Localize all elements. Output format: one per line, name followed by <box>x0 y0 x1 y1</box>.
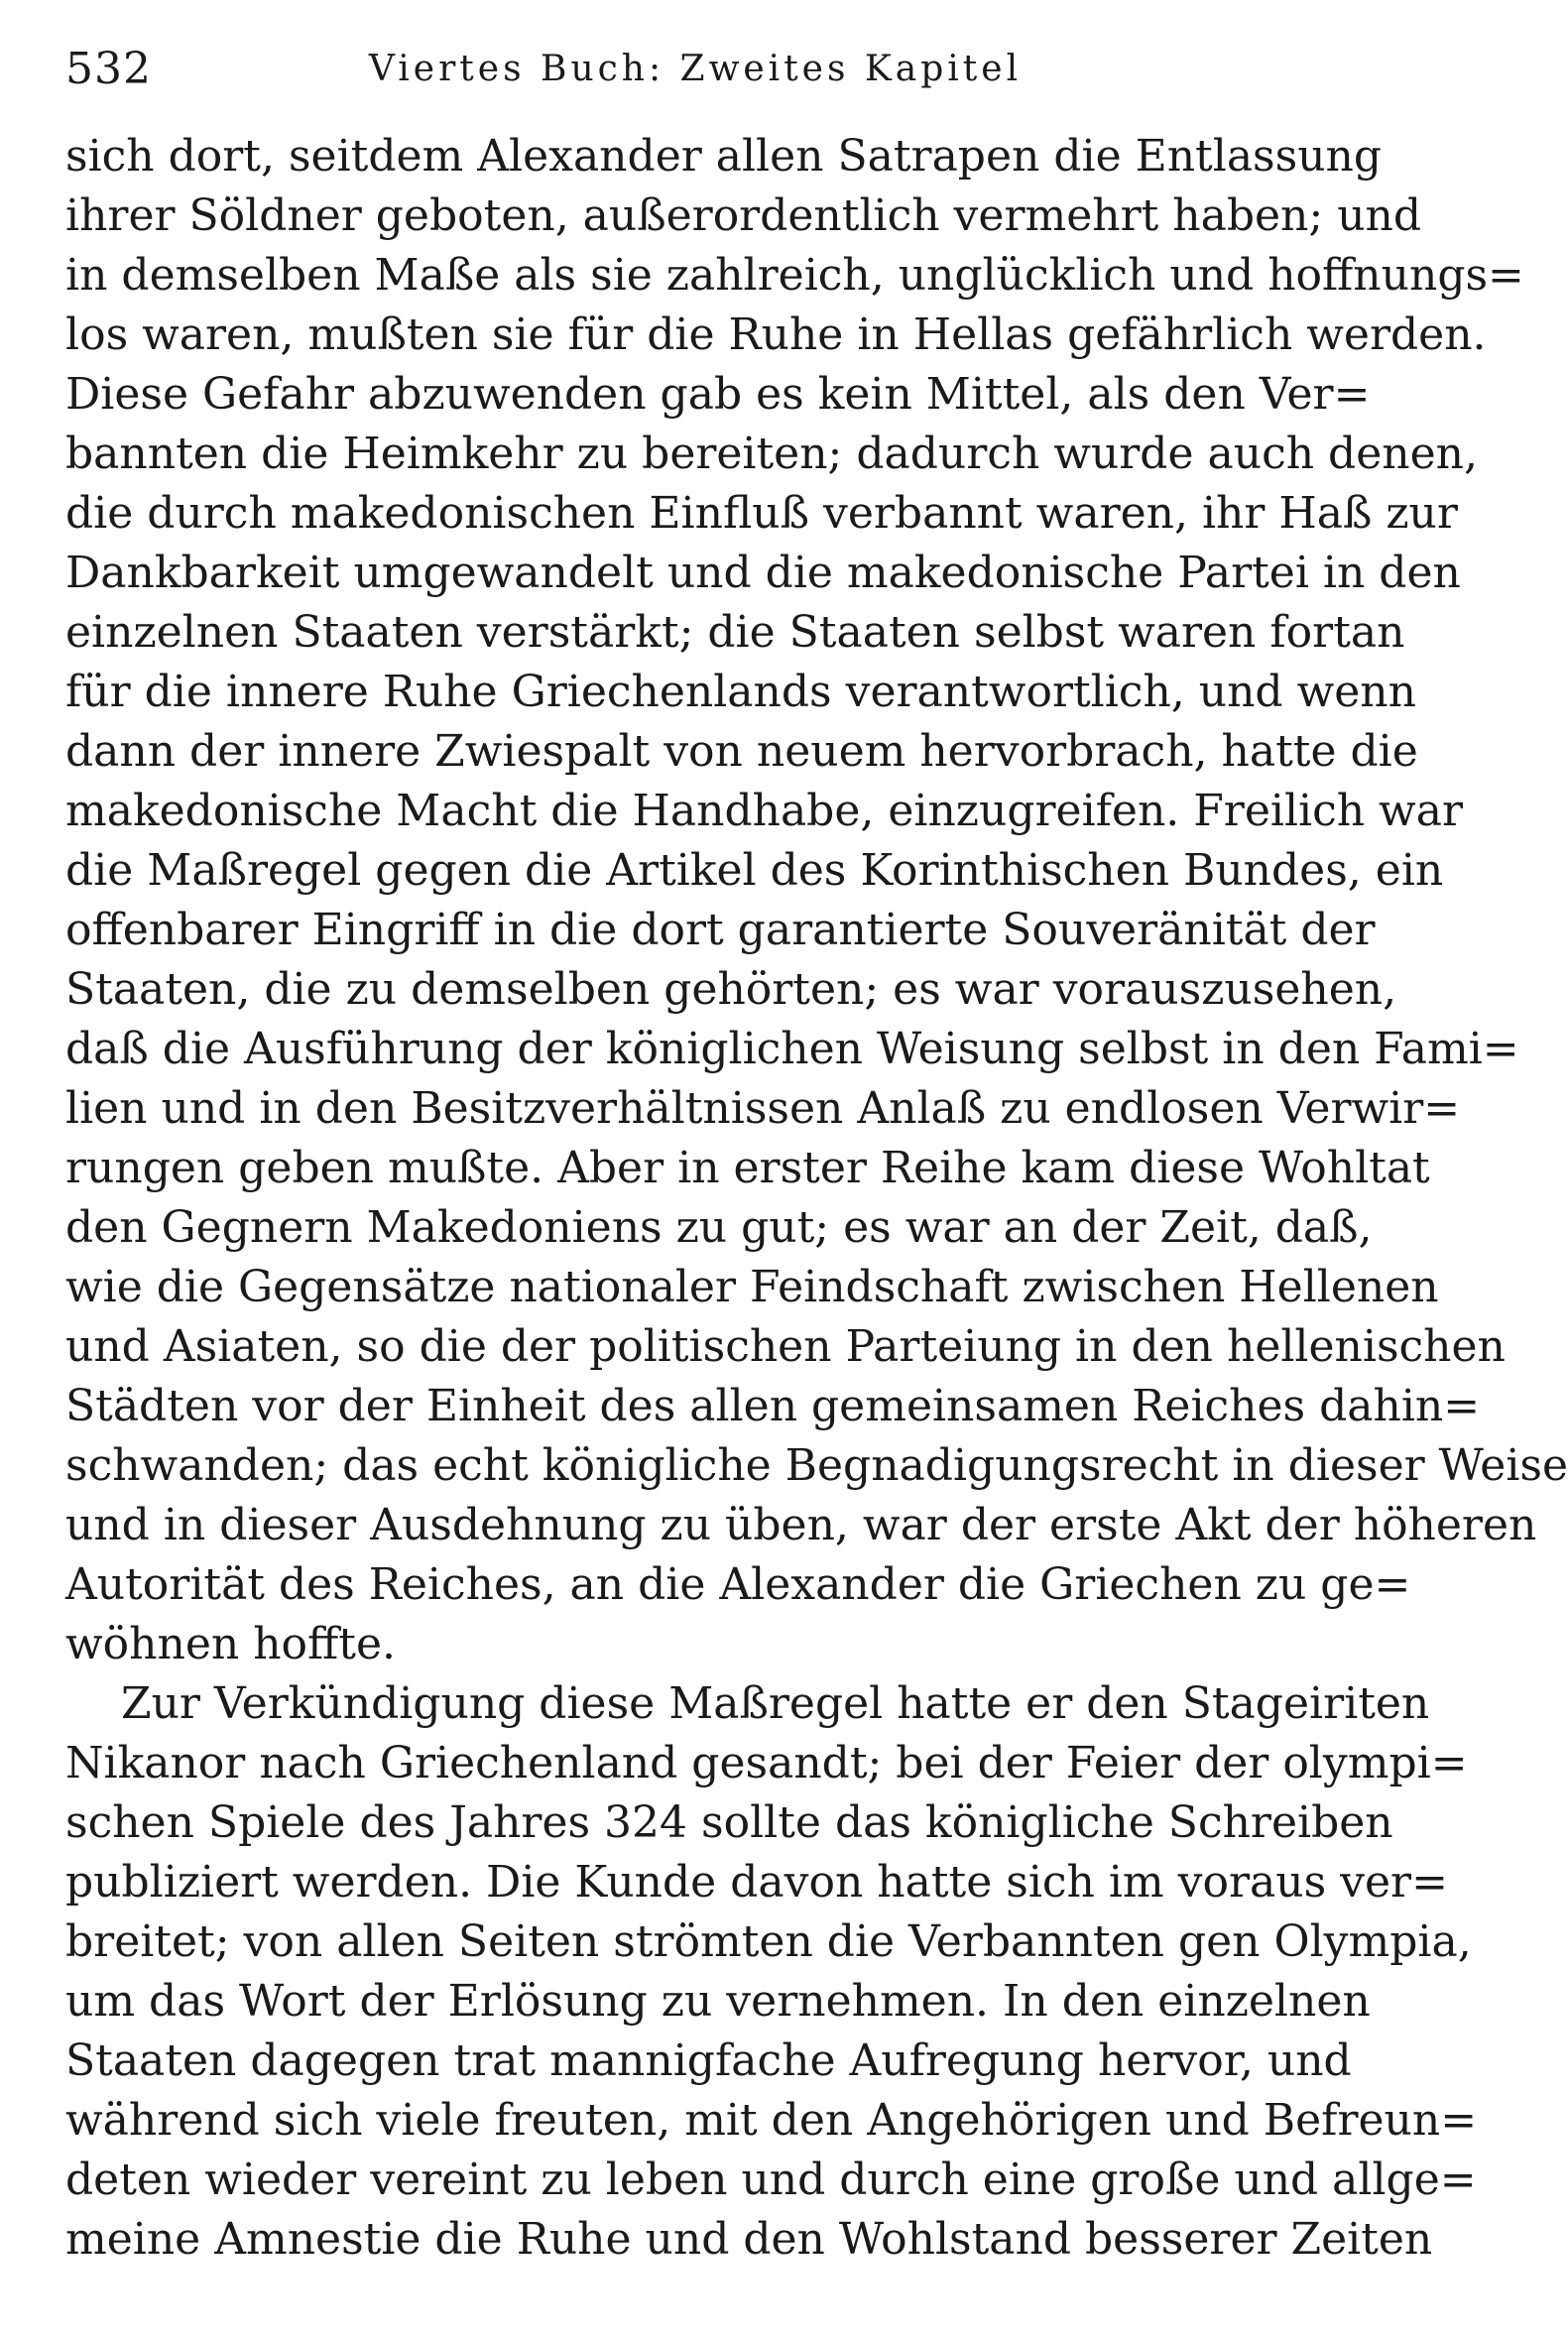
text-line: los waren, mußten sie für die Ruhe in Hellas gefährlich werden. <box>65 309 1487 360</box>
text-line: rungen geben mußte. Aber in erster Reihe kam diese Wohltat <box>65 1143 1430 1193</box>
text-line: und Asiaten, so die der politischen Parteiung in den hellenischen <box>65 1321 1506 1372</box>
text-line: schwanden; das echt königliche Begnadigungsrecht in dieser Weise <box>65 1440 1568 1491</box>
text-line: wie die Gegensätze nationaler Feindschaft zwischen Hellenen <box>65 1262 1439 1312</box>
text-line: breitet; von allen Seiten strömten die Verbannten gen Olympia, <box>65 1916 1472 1967</box>
text-line: Dankbarkeit umgewandelt und die makedonische Partei in den <box>65 548 1461 598</box>
text-line: Diese Gefahr abzuwenden gab es kein Mittel, als den Ver= <box>65 369 1371 420</box>
text-line: offenbarer Eingriff in die dort garantierte Souveränität der <box>65 905 1376 955</box>
text-line: bannten die Heimkehr zu bereiten; dadurch wurde auch denen, <box>65 429 1478 479</box>
text-line: sich dort, seitdem Alexander allen Satrapen die Entlassung <box>65 131 1383 182</box>
text-line: in demselben Maße als sie zahlreich, unglücklich und hoffnungs= <box>65 250 1524 301</box>
text-line: Zur Verkündigung diese Maßregel hatte er den Stageiriten <box>121 1678 1430 1729</box>
text-line: makedonische Macht die Handhabe, einzugreifen. Freilich war <box>65 786 1463 836</box>
text-line: die durch makedonischen Einfluß verbannt waren, ihr Haß zur <box>65 488 1458 539</box>
paragraph-1 <box>65 127 1568 1674</box>
text-line: um das Wort der Erlösung zu vernehmen. In den einzelnen <box>65 1976 1371 2027</box>
text-line: meine Amnestie die Ruhe und den Wohlstand besserer Zeiten <box>65 2214 1433 2265</box>
text-line: daß die Ausführung der königlichen Weisung selbst in den Fami= <box>65 1024 1519 1074</box>
text-line: schen Spiele des Jahres 324 sollte das königliche Schreiben <box>65 1797 1393 1848</box>
running-head: Viertes Buch: Zweites Kapitel <box>368 49 1023 89</box>
text-line: Staaten, die zu demselben gehörten; es war vorauszusehen, <box>65 964 1397 1015</box>
text-line: den Gegnern Makedoniens zu gut; es war an der Zeit, daß, <box>65 1202 1373 1253</box>
paragraph-2 <box>65 1674 1478 2270</box>
text-line: für die innere Ruhe Griechenlands verantwortlich, und wenn <box>65 667 1416 717</box>
text-line: Staaten dagegen trat mannigfache Aufregung hervor, und <box>65 2035 1352 2086</box>
page-number: 532 <box>65 44 152 94</box>
text-line: Autorität des Reiches, an die Alexander die Griechen zu ge= <box>65 1559 1411 1610</box>
text-line: publiziert werden. Die Kunde davon hatte sich im voraus ver= <box>65 1857 1448 1908</box>
page-header <box>65 40 1325 99</box>
text-line: dann der innere Zwiespalt von neuem hervorbrach, hatte die <box>65 726 1418 777</box>
text-line: wöhnen hoffte. <box>65 1619 396 1669</box>
text-line: Nikanor nach Griechenland gesandt; bei der Feier der olympi= <box>65 1738 1468 1788</box>
text-line: deten wieder vereint zu leben und durch eine große und allge= <box>65 2155 1477 2205</box>
text-line: und in dieser Ausdehnung zu üben, war der erste Akt der höheren <box>65 1500 1537 1550</box>
text-line: einzelnen Staaten verstärkt; die Staaten selbst waren fortan <box>65 607 1405 658</box>
body-text <box>65 127 1568 2270</box>
text-line: lien und in den Besitzverhältnissen Anlaß zu endlosen Verwir= <box>65 1083 1461 1134</box>
text-line: die Maßregel gegen die Artikel des Korinthischen Bundes, ein <box>65 845 1444 896</box>
text-line: während sich viele freuten, mit den Angehörigen und Befreun= <box>65 2095 1478 2146</box>
text-line: Städten vor der Einheit des allen gemeinsamen Reiches dahin= <box>65 1381 1481 1431</box>
text-line: ihrer Söldner geboten, außerordentlich vermehrt haben; und <box>65 190 1422 241</box>
